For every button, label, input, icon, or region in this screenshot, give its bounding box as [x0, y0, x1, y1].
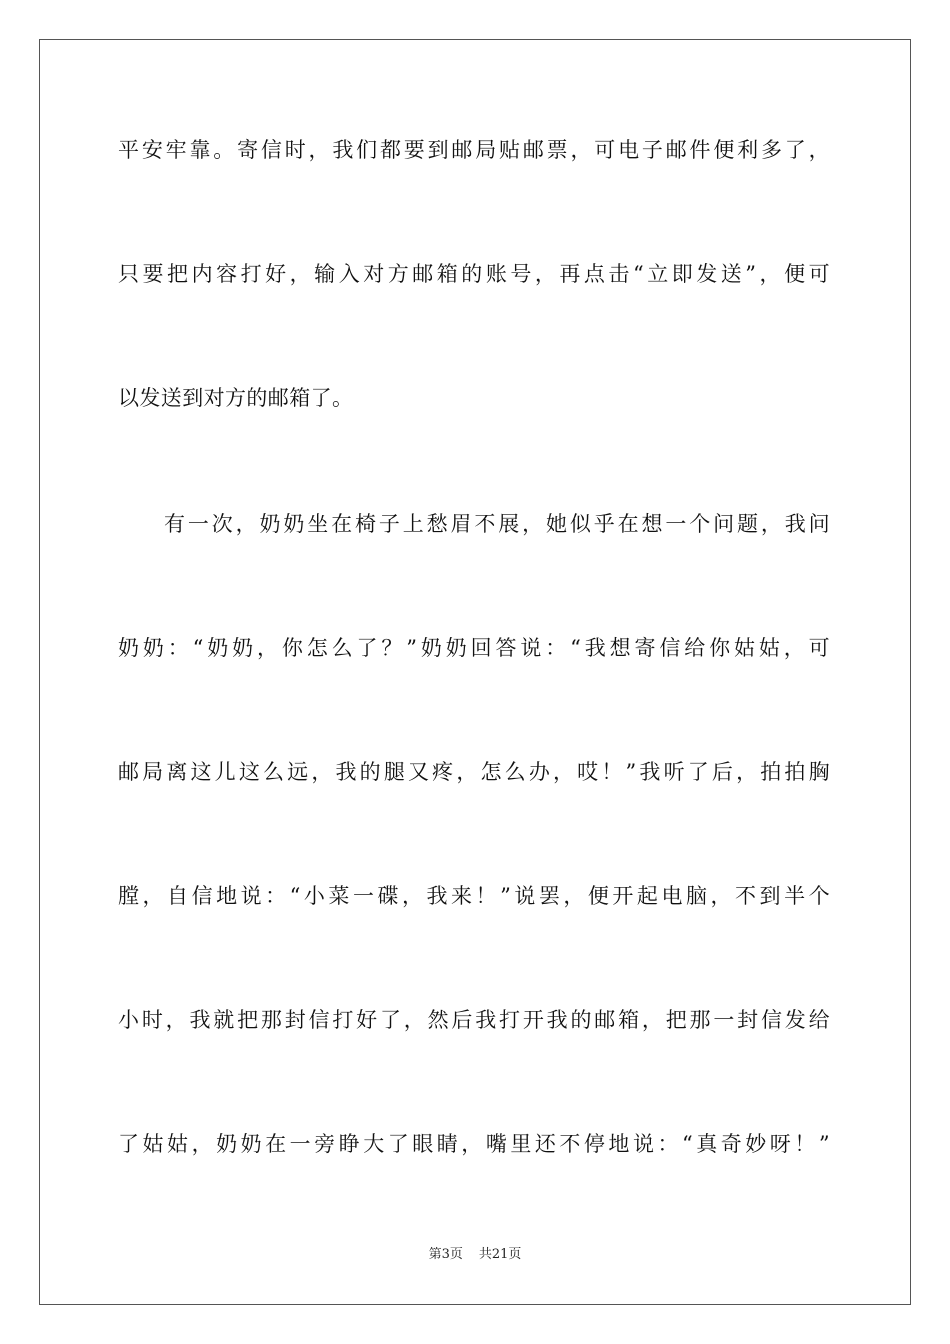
body-line-7: 膛，自信地说：“小菜一碟，我来！”说罢，便开起电脑，不到半个: [118, 884, 830, 908]
page-border: [39, 39, 911, 1305]
page-number: 第3页: [428, 1247, 463, 1262]
body-line-5: 奶奶：“奶奶，你怎么了？”奶奶回答说：“我想寄信给你姑姑，可: [118, 636, 830, 660]
body-line-2: 只要把内容打好，输入对方邮箱的账号，再点击“立即发送”，便可: [118, 262, 830, 286]
page-total: 共21页: [478, 1247, 522, 1262]
body-line-1: 平安牢靠。寄信时，我们都要到邮局贴邮票，可电子邮件便利多了，: [118, 138, 830, 162]
body-line-3: 以发送到对方的邮箱了。: [118, 386, 354, 410]
page-footer: [0, 1245, 950, 1265]
body-line-8: 小时，我就把那封信打好了，然后我打开我的邮箱，把那一封信发给: [118, 1008, 830, 1032]
body-line-9: 了姑姑，奶奶在一旁睁大了眼睛，嘴里还不停地说：“真奇妙呀！”: [118, 1132, 830, 1156]
body-line-4: 有一次，奶奶坐在椅子上愁眉不展，她似乎在想一个问题，我问: [164, 512, 830, 536]
body-line-6: 邮局离这儿这么远，我的腿又疼，怎么办，哎！”我听了后，拍拍胸: [118, 760, 830, 784]
